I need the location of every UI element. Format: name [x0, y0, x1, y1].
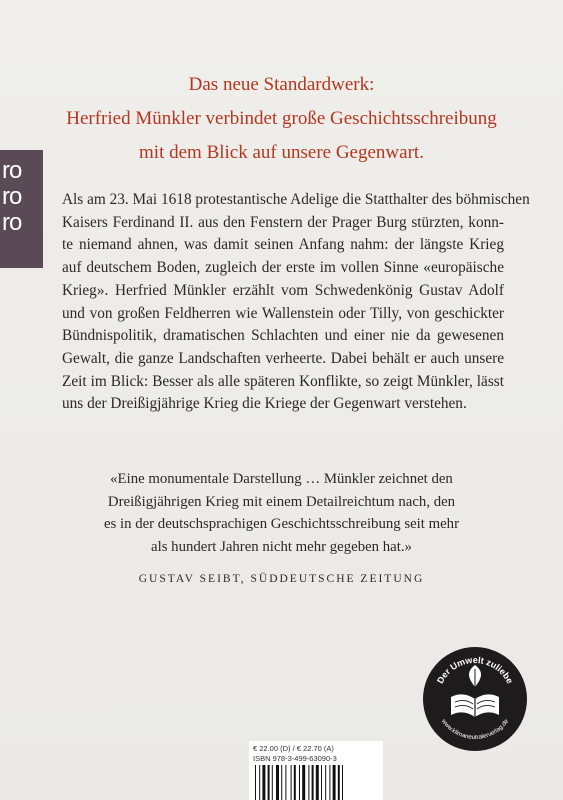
blurb-line: und von großen Feldherren wie Wallenstein oder Tilly, von geschickter: [62, 304, 504, 322]
svg-text:www.klimaneutralerverlag.de: [439, 717, 510, 741]
climate-neutral-seal: [423, 647, 527, 751]
logo-line-2: ro: [2, 183, 22, 210]
rororo-logo: [0, 150, 43, 268]
quote-line: «Eine monumentale Darstellung … Münkler zeichnet den: [110, 471, 453, 487]
quote-attribution: GUSTAV SEIBT, SÜDDEUTSCHE ZEITUNG: [138, 573, 425, 585]
quote-line: als hundert Jahren nicht mehr gegeben hat.»: [151, 538, 412, 555]
logo-line-1: ro: [2, 157, 22, 184]
blurb-line: Zeit im Blick: Besser als alle späteren Konflikte, so zeigt Münkler, lässt: [62, 372, 504, 390]
blurb-line: Als am 23. Mai 1618 protestantische Adelige die Statthalter des böhmischen: [62, 191, 530, 208]
blurb-line: te niemand ahnen, was damit seinen Anfang nahm: der längste Krieg: [62, 236, 504, 254]
tagline: [0, 68, 563, 170]
review-quote: [0, 468, 563, 558]
barcode-icon: [253, 765, 379, 800]
tagline-line-3: mit dem Blick auf unsere Gegenwart.: [139, 142, 424, 163]
barcode-label: [249, 741, 383, 800]
open-book-leaf-icon: [423, 647, 527, 751]
blurb-line: auf deutschem Boden, zugleich der erste im vollen Sinne «europäische: [62, 259, 504, 277]
isbn-text: ISBN 978-3-499-63090-3: [253, 754, 337, 763]
blurb-line: Bündnispolitik, dramatischen Schlachten und einer nie da gewesenen: [62, 327, 504, 345]
tagline-line-1: Das neue Standardwerk:: [188, 74, 375, 95]
logo-line-3: ro: [2, 209, 22, 236]
blurb-line: uns der Dreißigjährige Krieg die Kriege der Gegenwart verstehen.: [62, 395, 467, 413]
blurb-line: Kaisers Ferdinand II. aus den Fenstern der Prager Burg stürzten, konn-: [62, 213, 504, 231]
price-text: € 22.00 (D) / € 22.70 (A): [253, 744, 334, 753]
quote-line: Dreißigjährigen Krieg mit einem Detailreichtum nach, den: [107, 493, 456, 510]
seal-top-text: Der Umwelt zuliebe: [435, 654, 516, 686]
tagline-line-2: Herfried Münkler verbindet große Geschichtsschreibung: [66, 108, 497, 129]
blurb-line: Krieg». Herfried Münkler erzählt vom Schwedenkönig Gustav Adolf: [62, 281, 504, 299]
blurb-line: Gewalt, die ganze Landschaften verheerte. Dabei behält er auch unsere: [62, 349, 504, 367]
seal-bottom-text: www.klimaneutralerverlag.de: [439, 717, 511, 742]
quote-line: es in der deutschsprachigen Geschichtsschreibung seit mehr: [103, 516, 460, 532]
blurb-paragraph: [62, 189, 530, 416]
